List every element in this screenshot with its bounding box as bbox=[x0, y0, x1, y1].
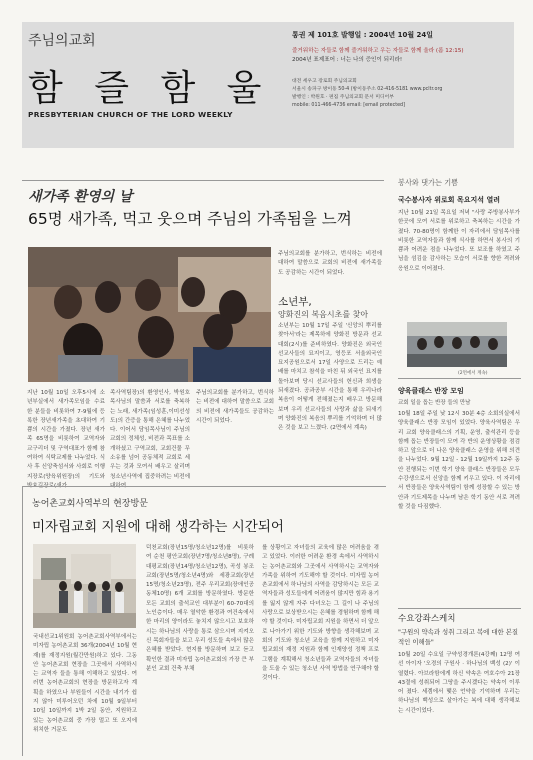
sidebar-photo-caption: (2면에서 계속) bbox=[458, 371, 488, 376]
article-2-column-2: 덕천교회(장년15명/청소년12명)를 비롯하여 순천 평안교회(장년7명/청소년8명), 구례 대평교회(장년14명/청소년12명), 곡성 봉조교회(장년5명/청소년4명)와 세광교회(장년15명/청소년23명), 전주 우리교회(장애인공동체10명) 6개 교회를 방문하였다. 방문한 모든 교회의 출석교인 대부분이 60-70대의 노인층이다. 매우 열악한 환경과 여건속에서 한 마리의 양이라도 놓치지 않으시고 보호하시는 하나님의 사랑을 통로 삼으시며 지켜오신 목회자들을 보고 우리 성도들 속에서 많은 은혜를 받았다. 현지를 방문하며 보고 듣고 확인한 결과 미자립 농어촌교회의 가장 큰 부분인 교회 건축 부채 bbox=[146, 545, 254, 672]
article-2-photo-image bbox=[33, 544, 136, 628]
sub-article-title: 소년부, bbox=[278, 296, 312, 308]
verse-block bbox=[292, 47, 512, 65]
contact-line-2: 서울시 송파구 방이동 50-4 (방이동주소 02-416-5181 www.pcltr.org bbox=[292, 87, 443, 92]
lead-photo-image bbox=[28, 247, 271, 382]
contact-line-1: 대전 세우고 장로회 주님의교회 bbox=[292, 79, 357, 84]
sidebar-rule-1 bbox=[398, 378, 521, 379]
lead-photo bbox=[28, 247, 271, 382]
lead-column-1: 지난 10월 10일 오후5시에 소년부실에서 새가족모임을 수료한 분들을 비롯하여 7-9월에 등록한 장년새가족을 초대하여 기쁨의 시간을 가졌다. 장년 새가족 65명을 비롯하여 교역자와 교구리더 및 구역대표가 함께 참여하여 식탁교제를 나누었다. 식사 후 신앙축섬서와 사회로 이행지장로(양육위원장)의 기도와 박효길장로(새가 bbox=[27, 390, 105, 489]
issue-info: 통권 제 101호 발행일 : 2004년 10월 24일 bbox=[292, 31, 434, 39]
sidebar-tag: 봉사와 댓가는 기쁨 bbox=[398, 178, 459, 187]
sidebar-body-2: 10월 18일 주일 낮 12시 30분 4층 소회의실에서 양육클래스 반장 모임이 있었다. 양육사역팀은 우리 교회 양육클래스의 기획, 운영, 출석관리 등을 함께 돕는 반장들이 모여 각 반의 운영상황을 점검하고 앞으로 더 나은 양육클래스 운영을 위해 의견을 나누었다. 9월 12일 - 12월 19일까지 12주 동안 진행되는 이번 학기 양육 클래스 반장들은 모두 수강생으로서 신앙을 함께 키우고 있다. 이 자리에서 반장들은 양육사역팀이 함께 성장할 수 있는 방안과 기도제목을 나누며 남은 학기 동안 서로 격려할 것을 다짐했다. bbox=[398, 411, 520, 510]
sidebar-subtitle-2: 교회 일을 돕는 반장 들의 만남 bbox=[398, 400, 471, 406]
sidebar-rule-2 bbox=[398, 608, 521, 609]
contact-line-3: 발행인 : 박원호 · 편집 주님의교회 문서 미디어부 bbox=[292, 95, 394, 100]
sidebar-photo bbox=[407, 322, 507, 367]
yearly-motto: 2004년 표제표어 : 너는 나의 증인이 되리라! bbox=[292, 57, 403, 63]
sidebar-body-1: 지난 10월 21일 목요일 저녁 "사랑 주방봉사부가 한곳에 모여 서로를 위로하고 축복하는 시간을 가졌다. 70-80명이 함께한 이 자리에서 담임목사를 비롯한 교역자들과 함께 식사를 하면서 봉사의 기쁨과 어려운 점을 나누었다. 또 보조를 하였고 주님을 섬김을 감사하는 모습이 서로를 향한 격려와 응원으로 이어졌다. bbox=[398, 210, 520, 272]
sidebar-photo-image bbox=[407, 322, 507, 367]
newsletter-title: 함 즐 함 울 bbox=[28, 68, 272, 109]
sidebar-subtitle-3: "구원의 약속과 성취 그리고 복에 대한 본질적인 이해들" bbox=[398, 628, 519, 646]
sub-article-body bbox=[278, 322, 382, 467]
lead-kicker: 새가족 환영의 날 bbox=[28, 189, 133, 205]
lead-intro-text: 주님의교회를 분가하고, 번식하는 비전에 대하여 말씀으로 교회의 비전에 새가족들도 공감하는 시간이 되었다. bbox=[278, 251, 382, 276]
sub-article-caption: (2면에서 계속) bbox=[330, 425, 367, 432]
article-2-photo bbox=[33, 544, 136, 628]
sidebar-title-3: 수요강좌스케치 bbox=[398, 614, 456, 624]
sub-article-body-text: 소년부는 10월 17일 주일 '신앙의 뿌리를 찾아서'라는 제목하에 양화진 방문과 선교대회(2시)를 준비하였다. 양화진은 외국인 선교사들의 묘지이고, 영등포 서울외국인묘지공원으로서 17일 사양으로 드리는 예배를 마치고 참석을 마친 뒤 외국인 묘지를 돌아보며 당시 선교사들의 헌신과 희생을 되새겼다. 공과공부 시간을 통해 우리나라 복음이 어떻게 전해졌는지 배우고 방문해보며 우리 선교사들의 사랑과 삶을 되새기며 양화진의 복음의 뿌리를 기억하며 더 많은 것을 보고 느꼈다. bbox=[278, 323, 382, 432]
lead-column-2: 족사역팀장)의 환영인사, 박원호 목사님의 말씀과 서로를 축복하는 노래, 새가족(임성훈,이미선성도)의 간증을 통해 은혜를 나누었다. 이어서 담임목사님이 주님의교회의 정체성, 비전과 목표를 소개하셨고 구역교회, 교회건물 무소유를 넘어 공동체적 교회로 세우는 것과 모여서 배우고 살리며 청소년사역에 집중하려는 비전에 대하여 bbox=[110, 390, 190, 489]
contact-line-4: mobile: 011-466-4736 email: [email protected] bbox=[292, 103, 405, 108]
section-rule bbox=[22, 180, 384, 181]
lead-headline: 65명 새가족, 먹고 웃으며 주님의 가족됨을 느껴 bbox=[28, 210, 352, 228]
article-2-column-1: 국내선교1위원회 농어촌교회사역부에서는 미자립 농어촌교회 36개(2004년 10월 현재)를 재정지원(월간만원)하고 있다. 그동안 농어촌교회 현장을 그곳에서 사역하시는 교역자 들을 통해 이해하고 있었다. 여러번 농어촌교회의 현장을 방문하고자 계획을 하였으나 부원들이 시간을 내기가 쉽지 않아 미루어오던 차에 10월 9일부터 10일 10일까지 1박 2일 동안, 지원하고 있는 농어촌교회 중 가장 멀고 또 오지에 위치한 거문도 bbox=[33, 634, 137, 733]
article-2-headline: 미자립교회 지원에 대해 생각하는 시간되어 bbox=[32, 519, 284, 535]
sidebar-body-3: 10월 20일 수요일 구약성경개론(4강째) 12명 여선 아이자 '오경의 구원사 · 하나님의 백성 (2)' 이 열렸다. 아브라함에게 하신 약속은 여호수아 21장 43절에 성취되어 그땅을 주시겠다는 약속이 이루어 졌다. 세겜에서 맺은 언약을 기억하며 우리는 하나님의 백성으로 살아가는 복에 대해 생각해보는 시간이었다. bbox=[398, 652, 520, 714]
sub-article-subtitle: 양화진의 복음시초를 찾아 bbox=[278, 310, 369, 319]
sidebar-title-2: 양육클래스 반장 모임 bbox=[398, 387, 464, 395]
lead-column-3: 주님의교회를 분가하고, 번식하는 비전에 대하여 말씀으로 교회의 비전에 새가족들도 공감하는 시간이 되었다. bbox=[196, 390, 274, 424]
church-name: 주님의교회 bbox=[28, 33, 96, 49]
sidebar-title-1: 국수봉사자 위로회 목요지석 열려 bbox=[398, 196, 500, 204]
contact-block bbox=[292, 78, 512, 110]
verse-text: 즐거워하는 자들로 함께 즐거워하고 우는 자들로 함께 울라 (롬 12:15) bbox=[292, 48, 464, 54]
article-2-column-3: 를 상황이고 자녀들의 교육에 많은 어려움을 겪고 있었다. 이러한 어려운 환경 속에서 사역하시는 농어촌교회와 그곳에서 사역하시는 교역자와 가족을 위하여 기도해야 할 것이다. 미자립 농어촌교회에서 하나님의 사역을 감당하시는 모든 교역자들과 성도들에게 어려움이 많지만 힘과 용기를 잃지 않게 자주 다녀오는 그 길이 나 주님의 사랑으로 보상받으시는 은혜를 경험하며 함께 해야 할 것이다. 미자립교회 지원을 하면서 더 앞으로 나아가기 위한 기도와 방향을 생각해보며 교회의 기도와 청소년 교육을 함께 지원하고 미자립교회의 재정 지원과 함께 인재양성 정책 프로그램을 계획해서 청소년들과 교역자들의 자녀들을 도울 수 있는 청소년 사역 방법을 연구해야 할 것이다. bbox=[262, 545, 379, 682]
article-2-kicker: 농어촌교회사역부의 현장방문 bbox=[32, 499, 148, 509]
newsletter-title-english: PRESBYTERIAN CHURCH OF THE LORD WEEKLY bbox=[28, 110, 233, 119]
